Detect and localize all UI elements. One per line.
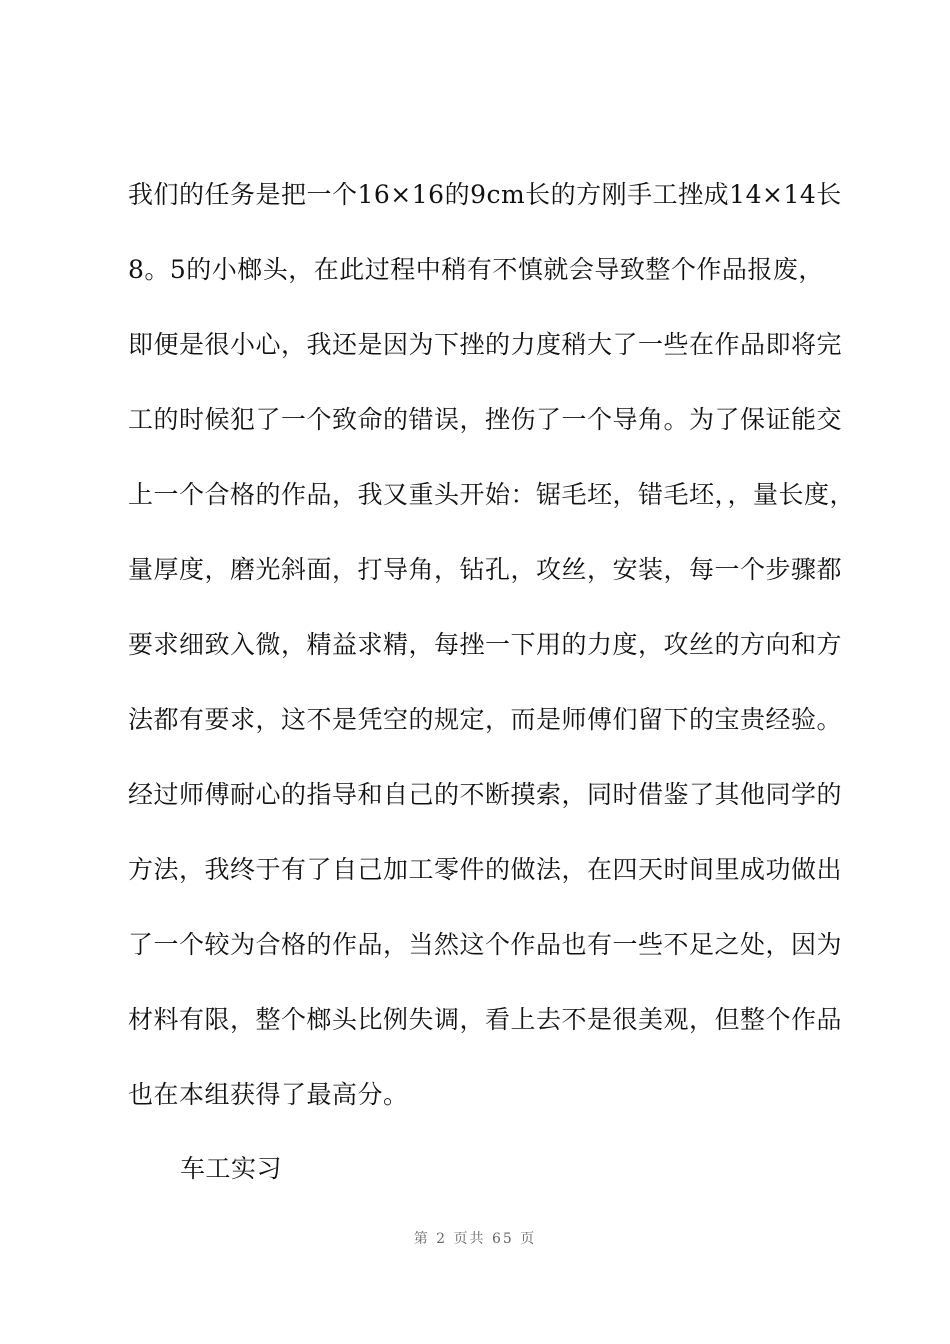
body-line-8: 法都有要求，这不是凭空的规定，而是师傅们留下的宝贵经验。: [128, 705, 843, 734]
body-line-5: 上一个合格的作品，我又重头开始：锯毛坯，错毛坯，，量长度，: [128, 480, 856, 509]
body-line-7: 要求细致入微，精益求精，每挫一下用的力度，攻丝的方向和方: [128, 630, 843, 659]
body-line-12: 材料有限，整个榔头比例失调，看上去不是很美观，但整个作品: [128, 1005, 843, 1034]
body-line-13: 也在本组获得了最高分。: [128, 1080, 409, 1109]
page-footer: 第 2 页共 65 页: [413, 1231, 537, 1247]
body-line-2: 8。5的小榔头，在此过程中稍有不慎就会导致整个作品报废，: [128, 255, 824, 284]
body-line-3: 即便是很小心，我还是因为下挫的力度稍大了一些在作品即将完: [128, 330, 843, 359]
body-line-10: 方法，我终于有了自己加工零件的做法，在四天时间里成功做出: [128, 855, 843, 884]
body-line-9: 经过师傅耐心的指导和自己的不断摸索，同时借鉴了其他同学的: [128, 780, 843, 809]
body-line-1: 我们的任务是把一个16×16的9cm长的方刚手工挫成14×14长: [128, 180, 842, 209]
section-heading: 车工实习: [180, 1154, 283, 1183]
body-line-4: 工的时候犯了一个致命的错误，挫伤了一个导角。为了保证能交: [128, 405, 843, 434]
body-line-11: 了一个较为合格的作品，当然这个作品也有一些不足之处，因为: [128, 930, 843, 959]
body-line-6: 量厚度，磨光斜面，打导角，钻孔，攻丝，安装，每一个步骤都: [128, 555, 843, 584]
